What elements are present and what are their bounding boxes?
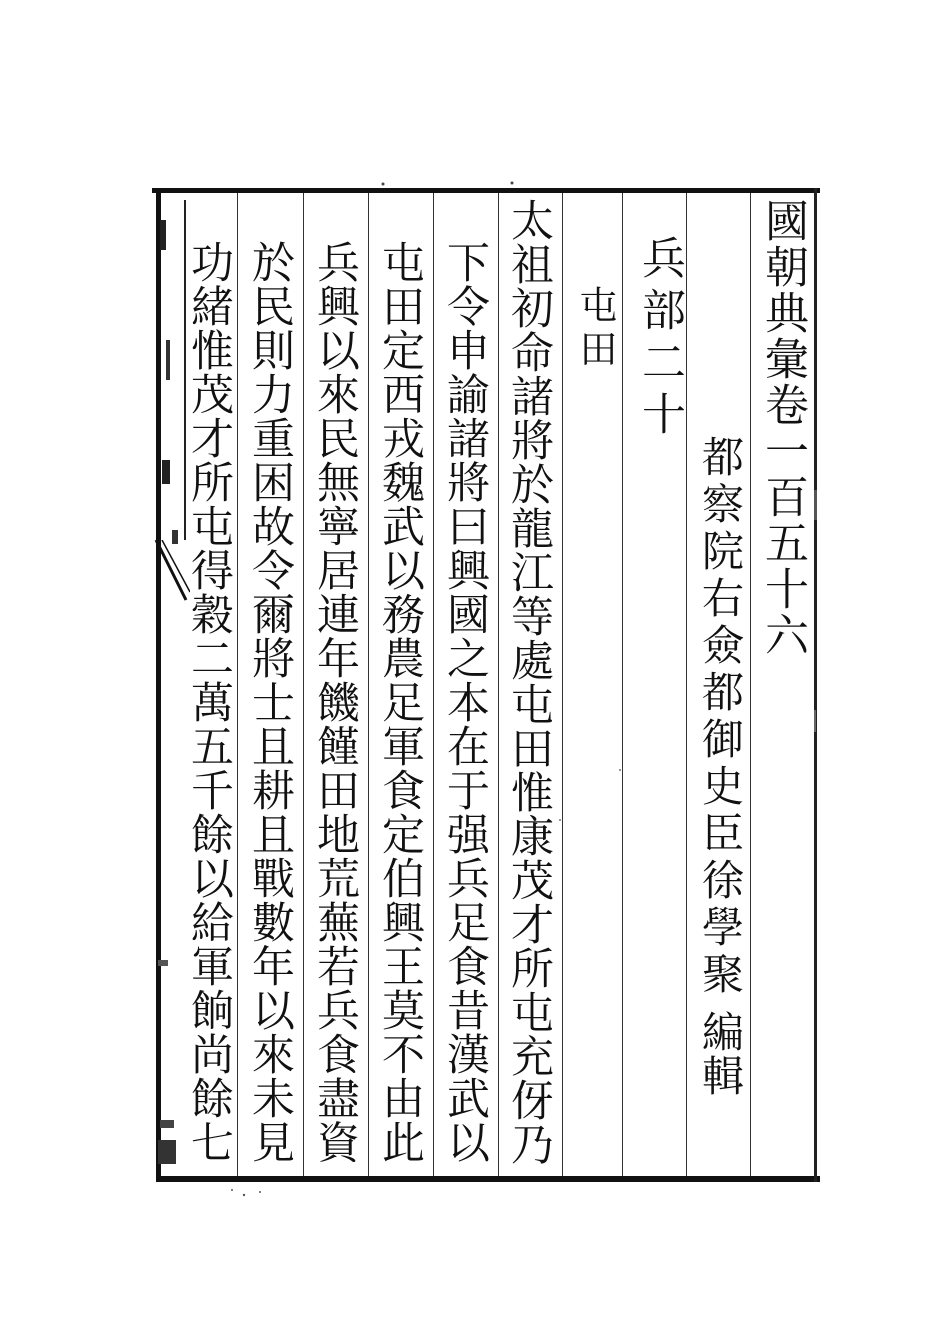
- frame-top-border: [152, 188, 820, 193]
- author-line: 都察院右僉都御史臣徐學聚: [696, 435, 745, 999]
- text-column: 太祖初命諸將於龍江等處屯田惟康茂才所屯充伢乃: [504, 198, 554, 1166]
- text-column: 兵興以來民無寧居連年饑饉田地荒蕪若兵食盡資: [310, 240, 360, 1164]
- subsection-heading: 屯田: [573, 285, 617, 373]
- section-heading: 兵部二十: [634, 235, 685, 443]
- text-column: 功緒惟茂才所屯得穀二萬五千餘以給軍餉尚餘七: [184, 240, 234, 1164]
- column-divider: [562, 193, 563, 1176]
- column-divider: [237, 193, 238, 1176]
- author-role: 編輯: [696, 1010, 745, 1098]
- column-divider: [433, 193, 434, 1176]
- text-column: 屯田定西戎魏武以務農足軍食定伯興王莫不由此: [375, 240, 425, 1164]
- column-divider: [750, 193, 751, 1176]
- column-divider: [686, 193, 687, 1176]
- column-divider: [498, 193, 499, 1176]
- frame-bottom-border: [158, 1176, 820, 1182]
- text-column: 下令申諭諸將曰興國之本在于强兵足食昔漢武以: [440, 240, 490, 1164]
- column-divider: [368, 193, 369, 1176]
- text-column: 於民則力重困故令爾將士且耕且戰數年以來未見: [245, 240, 295, 1164]
- right-edge-smudges: [812, 190, 822, 1180]
- column-divider: [622, 193, 623, 1176]
- column-divider: [303, 193, 304, 1176]
- volume-title: 國朝典彙卷一百五十六: [757, 198, 808, 658]
- author-column: [690, 435, 750, 1175]
